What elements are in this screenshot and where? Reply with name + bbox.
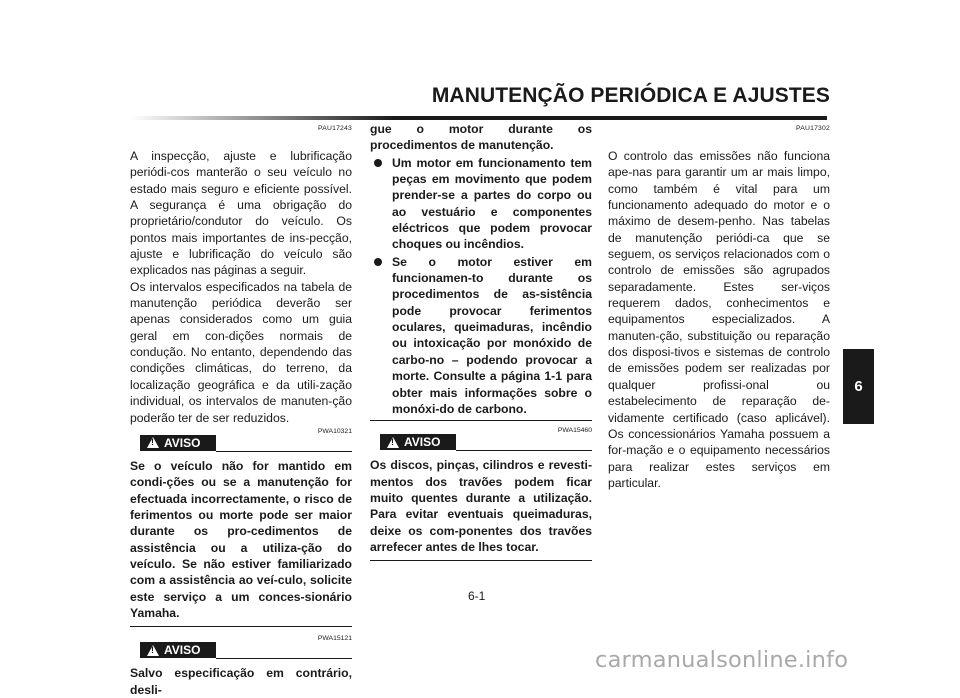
list-item: Se o motor estiver em funcionamen-to durante os procedimentos de as-sistência pode provocar ferimentos oculares, queimaduras, incêndio ou intoxicação por monóxido de carbo-no – podendo provocar a morte. Consulte a página 1-1 para obter mais informações sobre o monóxi-do de carbono.: [370, 254, 592, 417]
header-rule: [130, 116, 827, 120]
warning-label: AVISO: [404, 435, 441, 450]
warning-continued-text: gue o motor durante os procedimentos de manutenção.: [370, 122, 592, 153]
chapter-tab[interactable]: 6: [843, 349, 874, 424]
warning-rule: [216, 658, 352, 659]
section-code: PAU17302: [796, 125, 830, 132]
warning-badge: [140, 435, 216, 451]
column-3: [608, 124, 830, 491]
warning-end-rule: [130, 626, 352, 627]
warning-end-rule: [370, 420, 592, 421]
warning-text: Os discos, pinças, cilindros e revesti-mentos dos travões podem ficar muito quentes durante a utilização. Para evitar eventuais queimaduras, deixe os com-ponentes dos travões arrefecer antes de lhes tocar.: [370, 458, 592, 554]
footer-watermark[interactable]: carmanualsonline.info: [595, 647, 849, 673]
column-2: [370, 121, 592, 561]
warning-icon: [147, 645, 159, 656]
warning-icon: [147, 437, 159, 448]
warning-rule: [216, 451, 352, 452]
warning-icon: [387, 437, 399, 448]
page-title: MANUTENÇÃO PERIÓDICA E AJUSTES: [431, 84, 830, 107]
warning-header: [130, 635, 352, 661]
list-item: Um motor em funcionamento tem peças em movimento que podem prender-se a partes do corpo ou ao vestuário e componentes eléctricos que podem provocar choques ou incêndios.: [370, 155, 592, 253]
bullet-icon: [374, 258, 382, 266]
warning-badge: [140, 642, 216, 658]
warning-rule: [456, 450, 592, 451]
warning-label: AVISO: [164, 643, 201, 658]
emissions-paragraph: O controlo das emissões não funciona ape-nas para garantir um ar mais limpo, como também é vital para um funcionamento adequado do motor e o máximo de desem-penho. Nas tabelas de manutenção periódi-ca que se seguem, os serviços relacionados com o controlo de emissões são agrupados separadamente. Estes ser-viços requerem dados, conhecimentos e equipamentos especializados. A manuten-ção, substituição ou reparação dos disposi-tivos e sistemas de controlo de emissões podem ser realizadas por qualquer profissi-onal ou estabelecimento de reparação de-vidamente certificado (caso aplicável). Os concessionários Yamaha possuem a for-mação e o equipamento necessários para realizar estes serviços em particular.: [608, 149, 830, 490]
page-number: 6-1: [468, 589, 486, 603]
section-code: PAU17243: [318, 125, 352, 132]
warning-badge: [380, 434, 456, 450]
warning-code: PWA15121: [317, 635, 352, 643]
warning-code: PWA15460: [557, 427, 592, 435]
warning-header: [130, 427, 352, 454]
warning-code: PWA10321: [317, 427, 352, 435]
intervals-paragraph: Os intervalos especificados na tabela de manutenção periódica deverão ser apenas considerados como um guia geral em con-dições normais de condução. No entanto, dependendo das condições climáticas, do terreno, da localização geográfica e da utili-zação individual, os intervalos de manuten-ção poderão ter de ser reduzidos.: [130, 279, 352, 425]
warning-header: [370, 427, 592, 453]
warning-end-rule: [370, 560, 592, 561]
warning-text: Salvo especificação em contrário, desli-: [130, 666, 352, 697]
warning-text: Se o veículo não for mantido em condi-ções ou se a manutenção for efectuada incorrectamente, o risco de ferimentos ou morte pode ser maior durante os pro-cedimentos de assistência ou a utiliza-ção do veículo. Se não estiver familiarizado com a assistência ao veí-culo, solicite este serviço a um conces-sionário Yamaha.: [130, 458, 352, 620]
bullet-icon: [374, 159, 382, 167]
intro-paragraph: A inspecção, ajuste e lubrificação periódi-cos manterão o seu veículo no estado mais seguro e eficiente possível. A segurança é uma obrigação do proprietário/condutor do veículo. Os pontos mais importantes de ins-pecção, ajuste e lubrificação do veículo são explicados nas páginas a seguir.: [130, 149, 352, 278]
warning-label: AVISO: [164, 435, 201, 450]
column-1: [130, 124, 352, 698]
